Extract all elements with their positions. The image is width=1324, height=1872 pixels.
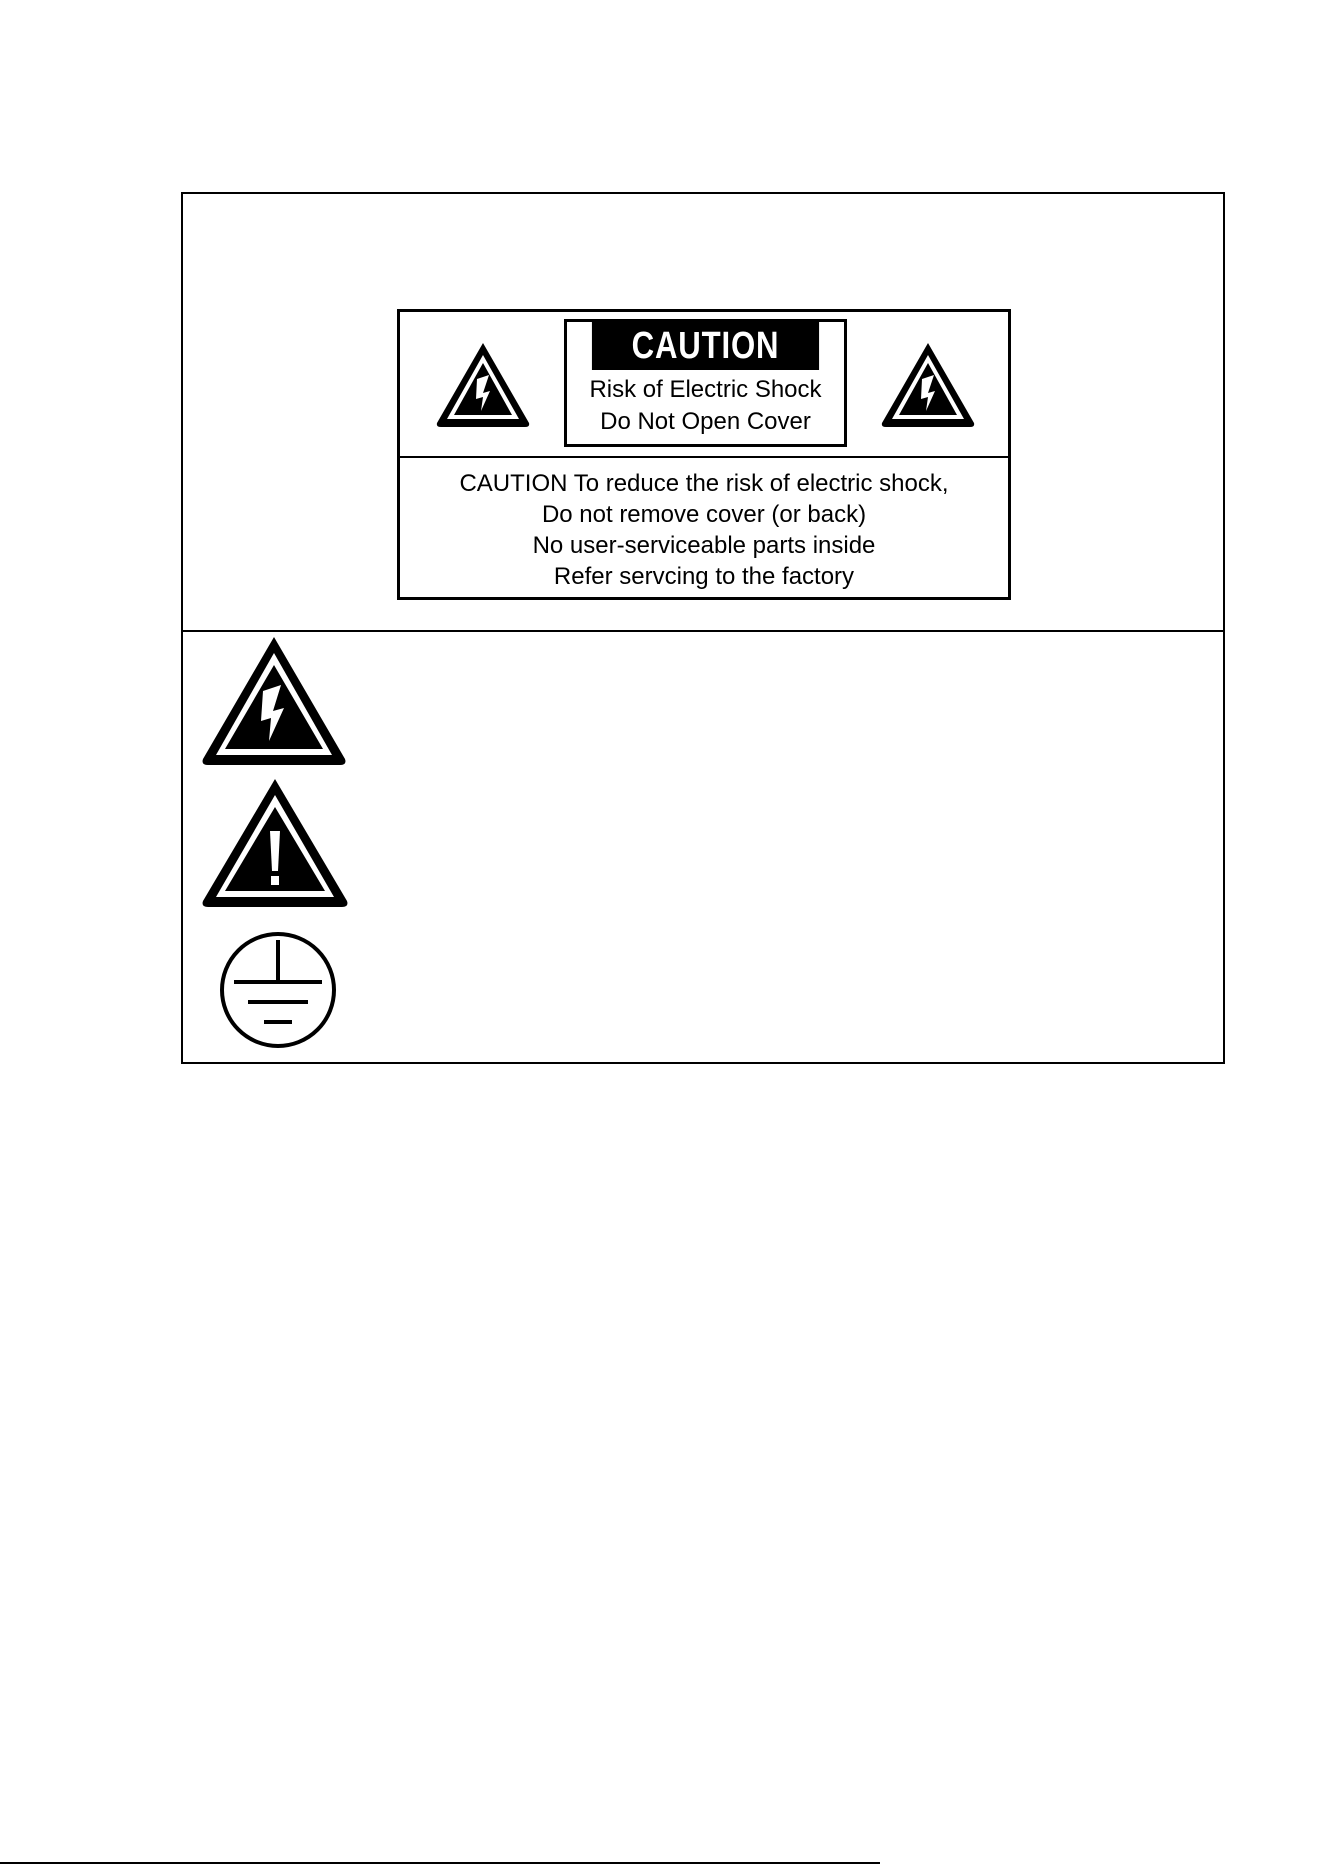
instruction-line-3: No user-serviceable parts inside bbox=[532, 532, 876, 559]
caution-panel bbox=[564, 319, 847, 447]
lightning-warning-icon bbox=[878, 339, 978, 429]
caution-instructions bbox=[400, 468, 1008, 592]
caution-label bbox=[397, 309, 1011, 600]
instruction-line-1: CAUTION To reduce the risk of electric shock, bbox=[459, 470, 949, 497]
instruction-line-2: Do not remove cover (or back) bbox=[541, 501, 867, 528]
footer-rule bbox=[0, 1862, 880, 1864]
instruction-line-4: Refer servcing to the factory bbox=[553, 563, 855, 590]
caution-line-2: Do Not Open Cover bbox=[600, 408, 811, 435]
lightning-warning-icon bbox=[433, 339, 533, 429]
lightning-warning-icon bbox=[199, 633, 349, 769]
frame-divider bbox=[183, 630, 1223, 632]
caution-line-1: Risk of Electric Shock bbox=[589, 376, 822, 403]
label-divider bbox=[400, 456, 1008, 458]
caution-heading: CAUTION bbox=[592, 322, 819, 370]
protective-earth-icon bbox=[216, 930, 340, 1050]
exclamation-warning-icon bbox=[199, 775, 351, 911]
